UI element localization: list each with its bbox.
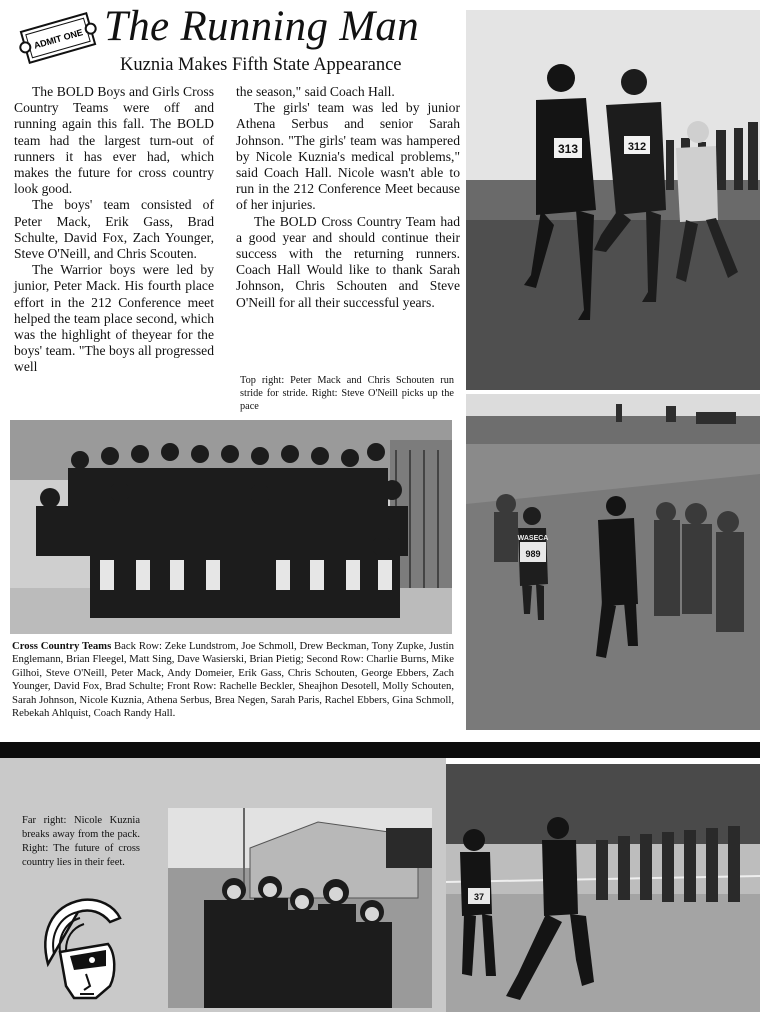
photo-runners-stride	[466, 10, 760, 390]
article-column-1	[14, 84, 214, 376]
jersey-text: WASECA	[517, 535, 549, 542]
bib-number: 37	[473, 892, 485, 902]
photo-breakaway-runner	[446, 764, 760, 1012]
photo-caption-top-right: Top right: Peter Mack and Chris Schouten run stride for stride. Right: Steve O'Neill picks up the pace	[240, 375, 454, 412]
article-paragraph: The Warrior boys were led by junior, Peter Mack. His fourth place effort in the 212 Conference meet helped the team place second, which was the highlight of theyear for the boys' team. "The boys all progressed well	[14, 262, 214, 375]
article-column-2	[236, 84, 460, 311]
trojan-warrior-helmet-logo	[30, 894, 130, 1006]
admit-one-ticket-icon	[16, 12, 100, 64]
photo-girls-group	[168, 808, 432, 1008]
team-caption-label: Cross Country Teams	[12, 640, 112, 652]
bib-number: 312	[627, 141, 647, 153]
page-subtitle: Kuznia Makes Fifth State Appearance	[120, 55, 402, 75]
photo-runner-pace	[466, 394, 760, 730]
article-paragraph: the season," said Coach Hall.	[236, 84, 395, 99]
article-paragraph: The BOLD Boys and Girls Cross Country Teams were off and running again this fall. The BOLD team had the largest turn-out of runners it has ever had, which makes the future for cross country look good.	[14, 84, 214, 197]
photo-team-group	[10, 420, 452, 634]
team-caption-text: Back Row: Zeke Lundstrom, Joe Schmoll, Drew Beckman, Tony Zupke, Justin Englemann, Brian Fleegel, Matt Sing, Dave Wasierski, Brian Pietig; Second Row: Charlie Burns, Mike Gilhoi, Steve O'Neill, Peter Mack, Andy Domeier, Erik Gass, Chris Schouten, George Ebbers, Zach Younger, David Fox, Brad Schulte; Front Row: Rachelle Beckler, Sheajhon Desotell, Molly Schouten, Sarah Johnson, Nicole Kuznia, Athena Serbus, Brea Negen, Sarah Paris, Rachel Ebbers, Gina Schmoll, Rebekah Ahlquist, Coach Randy Hall.	[12, 640, 454, 720]
article-paragraph: The girls' team was led by junior Athena Serbus and senior Sarah Johnson. "The girls' team was hampered by Nicole Kuznia's medical problems," said Coach Hall. Nicole wasn't able to run in the 212 Conference Meet because of her injuries.	[236, 100, 460, 213]
bib-number: 313	[557, 142, 579, 156]
page-title: The Running Man	[104, 3, 420, 50]
photo-caption-bottom-left: Far right: Nicole Kuznia breaks away from the pack. Right: The future of cross country lies in their feet.	[22, 815, 140, 868]
divider-band	[0, 742, 760, 758]
team-photo-caption	[12, 640, 454, 720]
article-paragraph: The boys' team consisted of Peter Mack, Erik Gass, Brad Schulte, David Fox, Zach Younger, Steve O'Neill, and Chris Scouten.	[14, 197, 214, 262]
ticket-text: ADMIT ONE	[32, 27, 84, 51]
bib-number: 989	[525, 549, 541, 559]
article-paragraph: The BOLD Cross Country Team had a good year and should continue their success with the returning runners. Coach Hall Would like to thank Sarah Johnson, Chris Schouten and Steve O'Neill for all their successful years.	[236, 213, 460, 310]
